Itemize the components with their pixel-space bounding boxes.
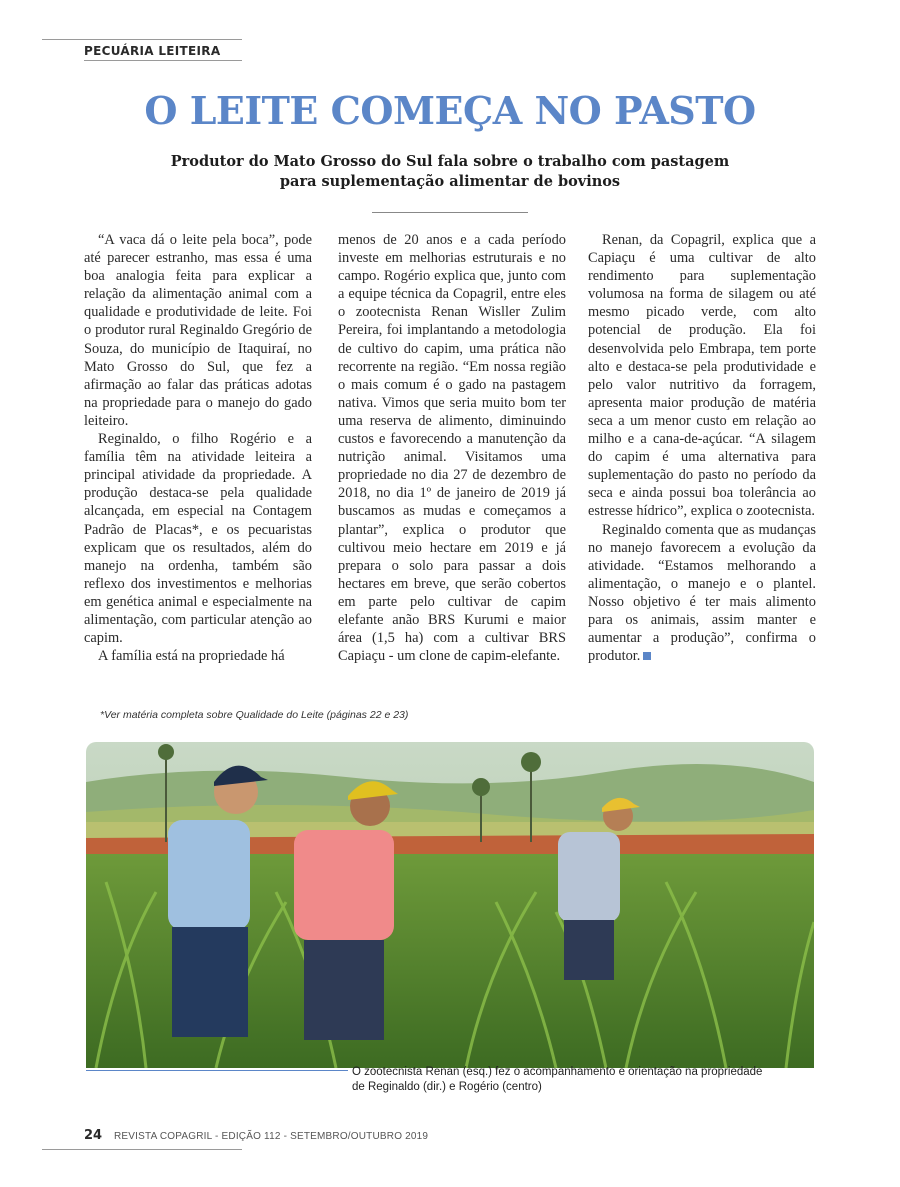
article-photo — [86, 742, 814, 1068]
photo-caption — [352, 1065, 818, 1094]
subtitle-line-1: Produtor do Mato Grosso do Sul fala sobre o trabalho com pastagem — [170, 153, 730, 170]
caption-rule — [86, 1070, 348, 1071]
paragraph: “A vaca dá o leite pela boca”, pode até parecer estranho, mas essa é uma boa analogia feita para explicar a relação da alimentação animal com a qualidade e produtividade de leite. Foi o produtor rural Reginaldo Gregório de Souza, do município de Itaquiraí, no Mato Grosso do Sul, que fez a afirmação ao falar das práticas adotas na propriedade para o manejo do gado leiteiro. — [84, 232, 312, 429]
subtitle-rule — [372, 212, 528, 213]
text-column-3 — [588, 231, 816, 665]
end-mark-icon — [643, 652, 651, 660]
paragraph — [588, 521, 816, 666]
paragraph: menos de 20 anos e a cada período investe em melhorias estruturais e no campo. Rogério explica que, junto com a equipe técnica da Copagril, entre eles o zootecnista Renan Wisller Zulim Pereira, foi implantando a metodologia de cultivo do capim, uma prática não recorrente na região. “Em nossa região o mais comum é o gado na pastagem nativa. Vimos que seria muito bom ter uma reserva de alimento, diminuindo custos e favorecendo a manutenção da nutrição animal. Visitamos uma propriedade no dia 27 de dezembro de 2018, no dia 1º de janeiro de 2019 já buscamos as mudas e começamos a plantar”, explica o produtor que cultivou meio hectare em 2019 e já prepara o solo para passar a dois hectares em breve, que serão cobertos em parte pelo cultivar de capim elefante anão BRS Kurumi e maior área (1,5 ha) com a cultivar BRS Capiaçu - um clone de capim-elefante. — [338, 232, 566, 665]
caption-line-1: O zootecnista Renan (esq.) fez o acompanhamento e orientação na propriedade — [352, 1066, 763, 1078]
photo-illustration — [86, 742, 814, 1068]
paragraph: A família está na propriedade há — [98, 648, 285, 665]
article-title: O LEITE COMEÇA NO PASTO — [144, 88, 756, 133]
section-rule — [84, 60, 242, 61]
text-column-2 — [338, 231, 566, 665]
paragraph: Renan, da Copagril, explica que a Capiaçu é uma cultivar de alto rendimento para suplementação volumosa na forma de silagem ou até mesmo picado verde, com alto potencial de produção. Ela foi desenvolvida pelo Embrapa, tem porte alto e destaca-se pela produtividade e pelo valor nutritivo da forragem, apresenta maior produção de matéria seca a um menor custo em relação ao milho e a cana-de-açúcar. “A silagem do capim é uma alternativa para suplementação do pasto no período da seca e ainda possui boa tolerância ao estresse hídrico”, explica o zootecnista. — [588, 232, 816, 520]
bottom-rule — [42, 1149, 242, 1150]
section-label: PECUÁRIA LEITEIRA — [84, 44, 221, 58]
footnote: *Ver matéria completa sobre Qualidade do Leite (páginas 22 e 23) — [100, 709, 409, 721]
article-subtitle — [150, 152, 750, 192]
text-column-1 — [84, 231, 312, 665]
caption-line-2: de Reginaldo (dir.) e Rogério (centro) — [352, 1080, 542, 1093]
subtitle-line-2: para suplementação alimentar de bovinos — [279, 173, 621, 190]
page-number: 24 — [84, 1128, 103, 1143]
paragraph: Reginaldo, o filho Rogério e a família têm na atividade leiteira a principal atividade da propriedade. A produção destaca-se pela qualidade alcançada, em especial na Contagem Padrão de Placas*, e os pecuaristas explicam que os resultados, além do manejo na ordenha, também são reflexo dos investimentos e melhorias em genética animal e especialmente na alimentação, com particular atenção ao capim. — [84, 431, 312, 647]
publication-info: REVISTA COPAGRIL - EDIÇÃO 112 - SETEMBRO/OUTUBRO 2019 — [114, 1131, 429, 1142]
top-rule — [42, 39, 242, 40]
paragraph-text: Reginaldo comenta que as mudanças no manejo favorecem a evolução da atividade. “Estamos melhorando a alimentação, o manejo e o plantel. Nosso objetivo é ter mais alimento para os animais, assim manter e aumentar a produção”, confirma o produtor. — [588, 521, 816, 665]
